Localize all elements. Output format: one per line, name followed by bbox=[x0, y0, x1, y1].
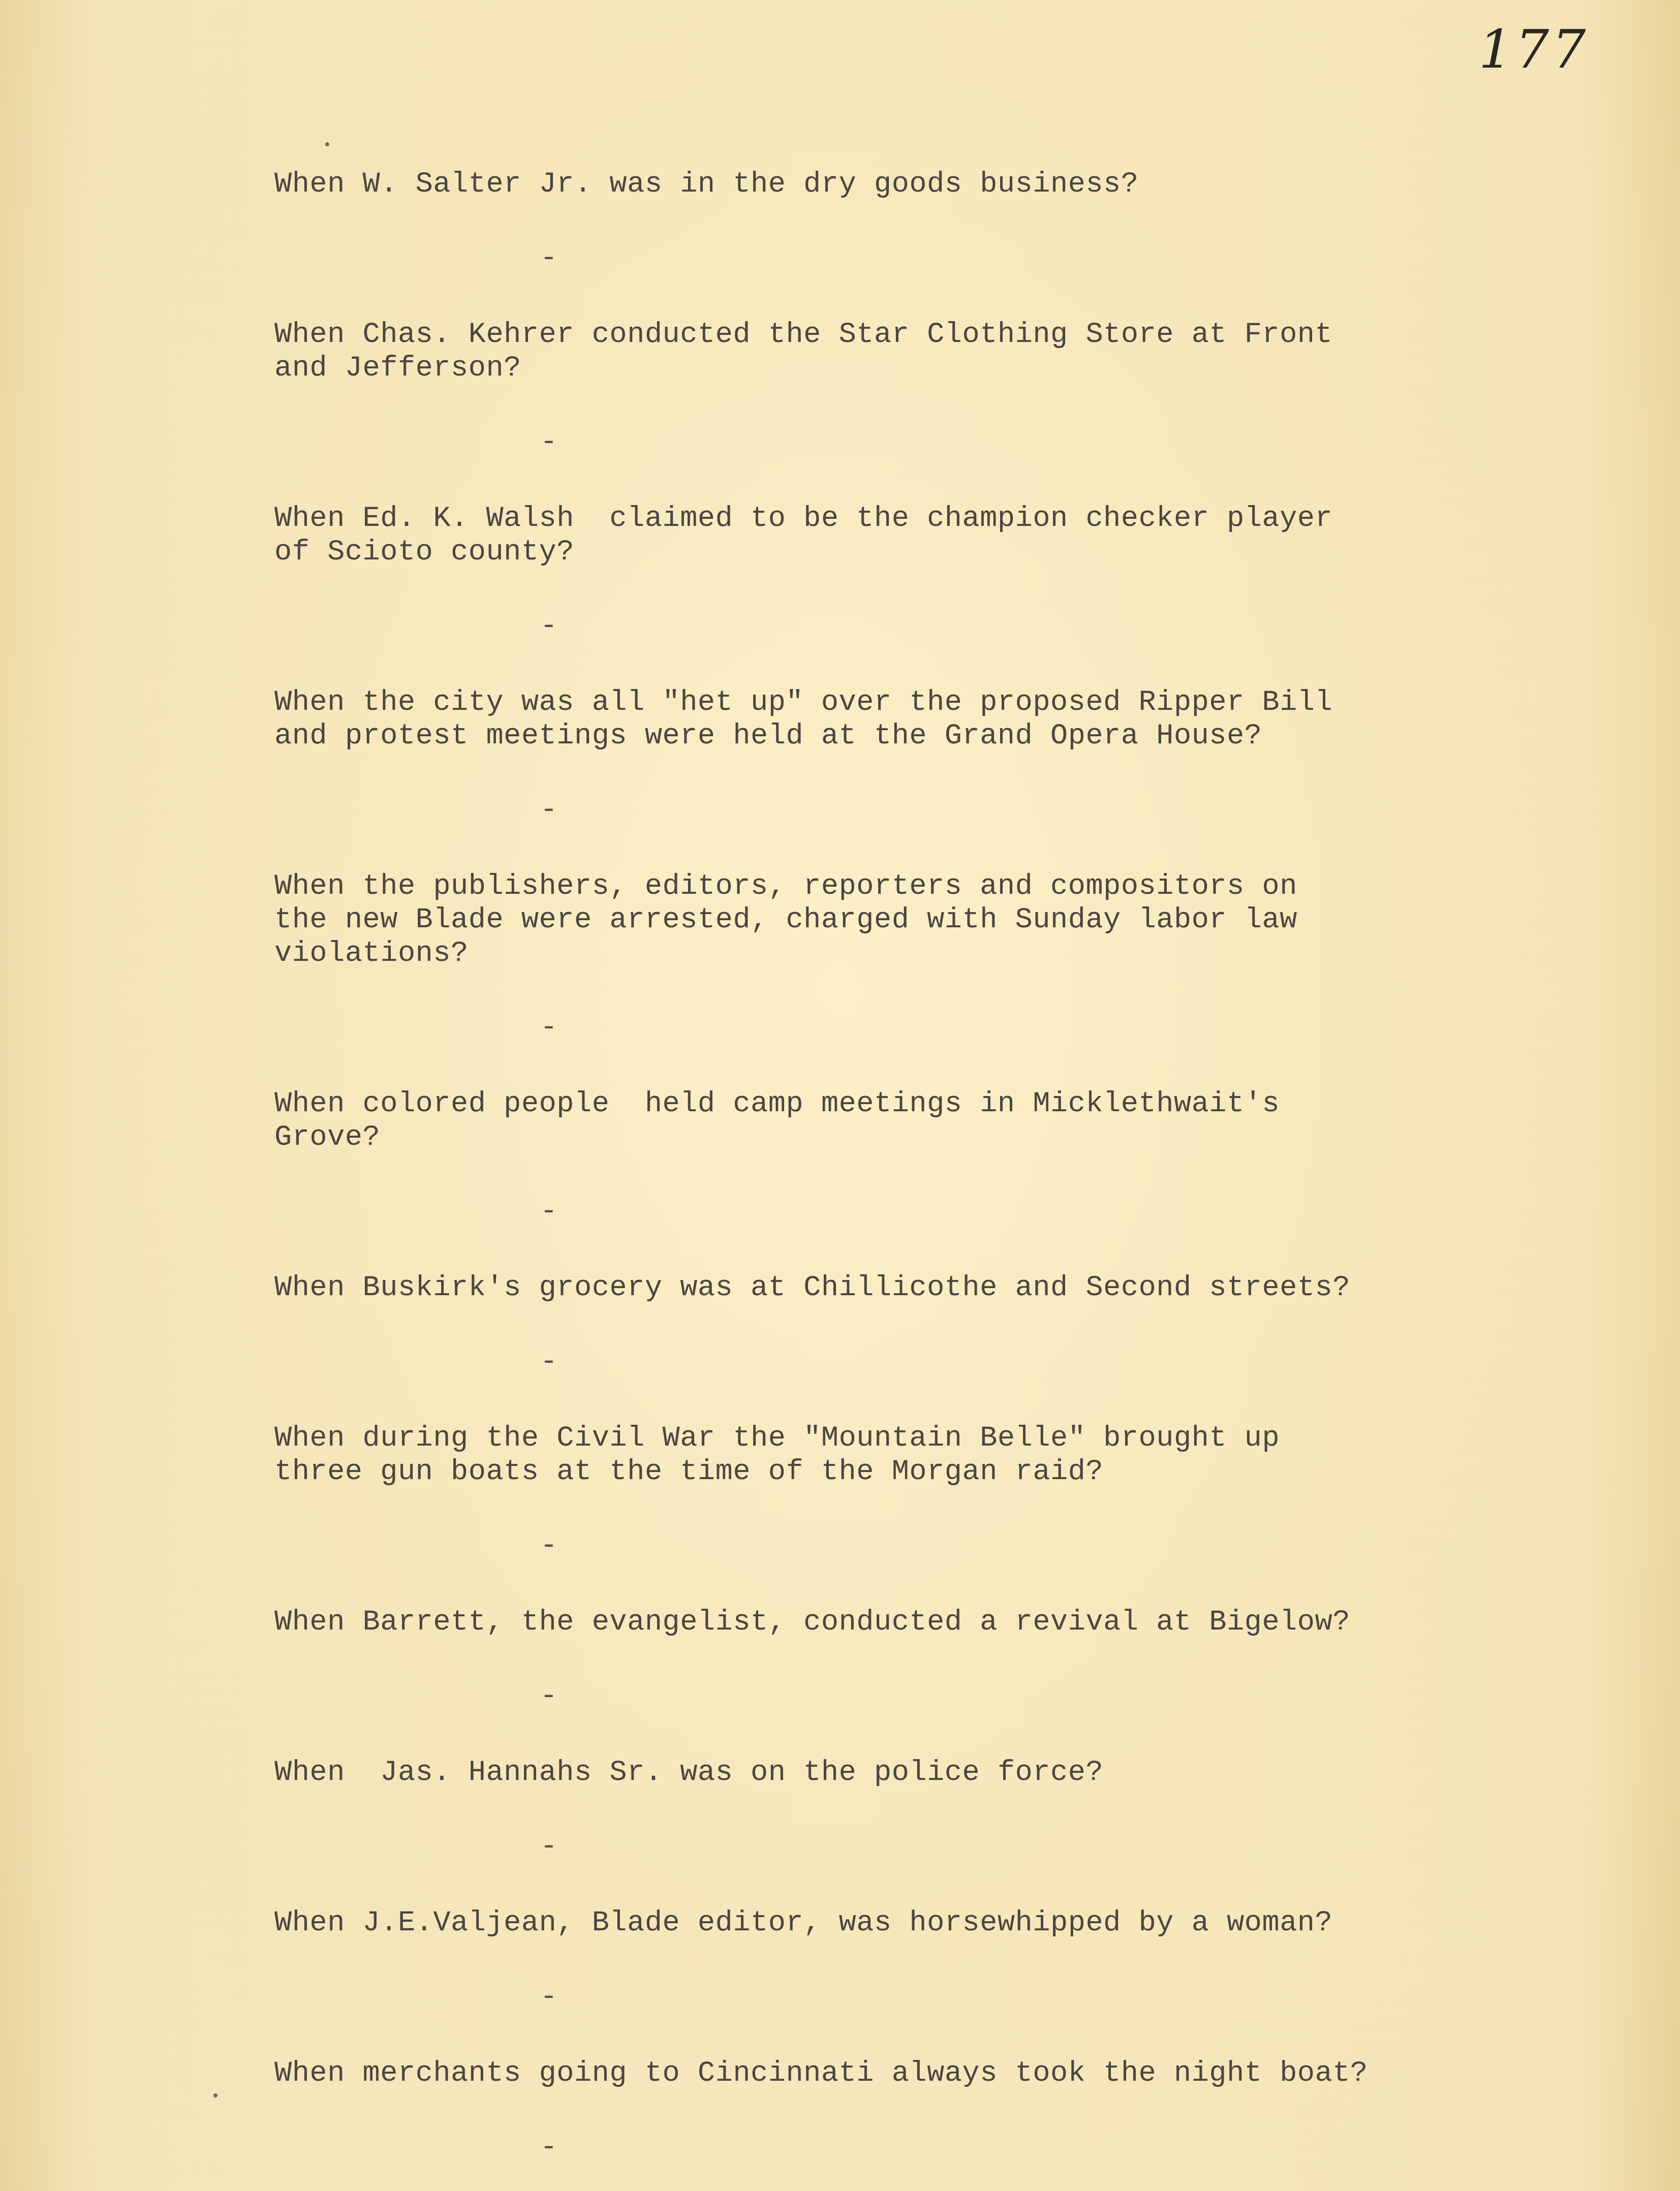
question-text: When the city was all "het up" over the proposed Ripper Bill and protest meetings were held at the Grand Opera House? bbox=[274, 686, 1333, 753]
list-item bbox=[274, 686, 1555, 827]
separator-dash: - bbox=[540, 426, 558, 459]
list-item bbox=[274, 1422, 1555, 1563]
list-item bbox=[274, 1087, 1555, 1229]
question-text: When J.E.Valjean, Blade editor, was horsewhipped by a woman? bbox=[274, 1907, 1333, 1939]
list-item bbox=[274, 502, 1555, 643]
question-text: When during the Civil War the "Mountain Belle" brought up three gun boats at the time of the Morgan raid? bbox=[274, 1422, 1280, 1488]
separator-dash: - bbox=[540, 1831, 558, 1863]
separator-dash: - bbox=[540, 2132, 558, 2164]
separator-dash: - bbox=[540, 242, 558, 275]
separator-dash: - bbox=[540, 1196, 558, 1228]
separator-dash: - bbox=[540, 794, 558, 827]
page-number: 177 bbox=[1479, 18, 1589, 80]
question-text: When merchants going to Cincinnati always took the night boat? bbox=[274, 2057, 1368, 2090]
question-text: When Barrett, the evangelist, conducted a revival at Bigelow? bbox=[274, 1606, 1351, 1639]
question-list bbox=[274, 168, 1555, 2191]
list-item bbox=[274, 1756, 1555, 1864]
question-text: When colored people held camp meetings in Micklethwait's Grove? bbox=[274, 1088, 1280, 1154]
question-text: When Ed. K. Walsh claimed to be the champion checker player of Scioto county? bbox=[274, 503, 1333, 569]
question-text: When Chas. Kehrer conducted the Star Clothing Store at Front and Jefferson? bbox=[274, 319, 1333, 385]
separator-dash: - bbox=[540, 610, 558, 643]
separator-dash: - bbox=[540, 1680, 558, 1713]
list-item bbox=[274, 318, 1555, 459]
paper-speck bbox=[213, 2093, 217, 2098]
question-text: When Jas. Hannahs Sr. was on the police force? bbox=[274, 1757, 1104, 1789]
list-item bbox=[274, 1271, 1555, 1379]
separator-dash: - bbox=[540, 1346, 558, 1379]
separator-dash: - bbox=[540, 1012, 558, 1044]
list-item bbox=[274, 2057, 1555, 2165]
list-item bbox=[274, 168, 1555, 275]
paper-speck bbox=[325, 142, 329, 146]
list-item bbox=[274, 1906, 1555, 2014]
list-item bbox=[274, 1606, 1555, 1713]
list-item bbox=[274, 870, 1555, 1045]
separator-dash: - bbox=[540, 1981, 558, 2014]
question-text: When Buskirk's grocery was at Chillicothe and Second streets? bbox=[274, 1272, 1351, 1304]
separator-dash: - bbox=[540, 1530, 558, 1562]
question-text: When W. Salter Jr. was in the dry goods business? bbox=[274, 168, 1139, 201]
question-text: When the publishers, editors, reporters and compositors on the new Blade were arrested, charged with Sunday labor law violations? bbox=[274, 870, 1297, 970]
